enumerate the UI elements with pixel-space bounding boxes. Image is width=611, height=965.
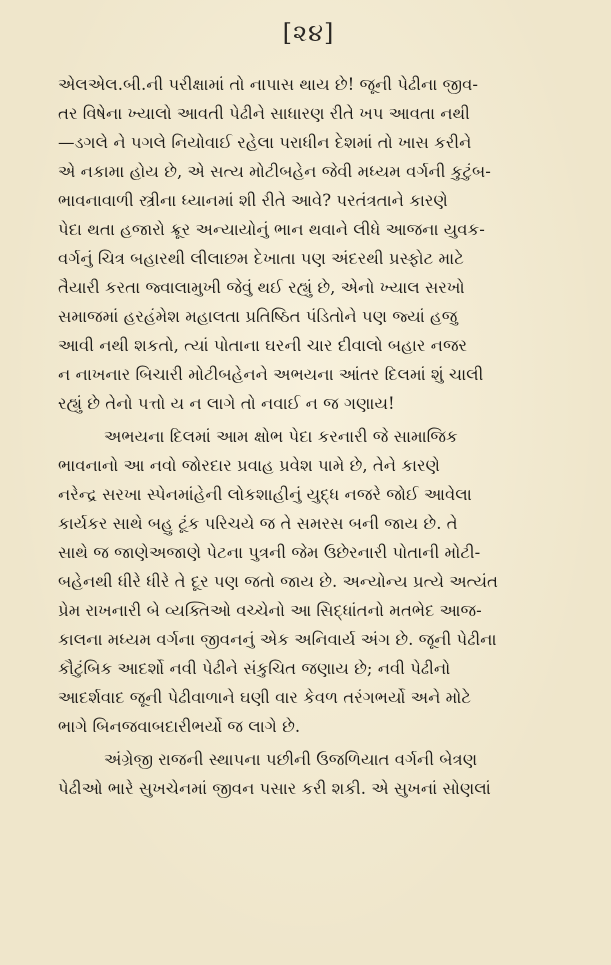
text-line: ભાગે બિનજવાબદારીભર્યો જ લાગે છે. (58, 717, 301, 736)
text-line: કૌટુંબિક આદર્શો નવી પેઢીને સંકુચિત જણાય છે; નવી પેઢીનો (58, 659, 451, 678)
text-line: રહ્યું છે તેનો પત્તો ય ન લાગે તો નવાઈ ન જ ગણાય! (58, 394, 395, 413)
text-line: નરેન્દ્ર સરખા સ્પેનમાંહેની લોકશાહીનું યુદ્ધ નજરે જોઈ આવેલા (58, 485, 472, 504)
text-line: અંગ્રેજી રાજની સ્થાપના પછીની ઉજળિયાત વર્ગની બેત્રણ (104, 750, 478, 769)
text-line: બહેનથી ધીરે ધીરે તે દૂર પણ જતો જાય છે. અન્યોન્ય પ્રત્યે અત્યંત (58, 572, 498, 591)
text-line: એ નકામા હોય છે, એ સત્ય મોટીબહેન જેવી મધ્યમ વર્ગની કુટુંબ- (58, 162, 491, 181)
text-line: પ્રેમ રાખનારી બે વ્યક્તિઓ વચ્ચેનો આ સિદ્ધાંતનો મતભેદ આજ- (58, 601, 482, 620)
text-line: પેઢીઓ ભારે સુખચેનમાં જીવન પસાર કરી શકી. એ સુખનાં સોણલાં (58, 779, 491, 798)
text-line: તર વિષેના ખ્યાલો આવતી પેઢીને સાધારણ રીતે ખપ આવતા નથી (58, 104, 470, 123)
text-line: સાથે જ જાણેઅજાણે પેટના પુત્રની જેમ ઉછેરનારી પોતાની મોટી- (58, 543, 481, 562)
paragraph-1 (58, 70, 559, 418)
text-line: ભાવનાનો આ નવો જોરદાર પ્રવાહ પ્રવેશ પામે છે, તેને કારણે (58, 456, 440, 475)
text-line: વર્ગનું ચિત્ર બહારથી લીલાછમ દેખાતા પણ અંદરથી પ્રસ્ફોટ માટે (58, 249, 464, 268)
text-line: આવી નથી શકતો, ત્યાં પોતાના ઘરની ચાર દીવાલો બહાર નજર (58, 336, 468, 355)
page-number: [૨૪] (282, 19, 335, 47)
text-line: ન નાખનાર બિચારી મોટીબહેનને અભયના આંતર દિલમાં શું ચાલી (58, 365, 484, 384)
text-line: તૈયારી કરતા જ્વાલામુખી જેવું થઈ રહ્યું છે, એનો ખ્યાલ સરખો (58, 278, 465, 297)
text-line: પેદા થતા હજારો ક્રૂર અન્યાયોનું ભાન થવાને લીધે આજના યુવક- (58, 220, 485, 239)
text-line: એલએલ.બી.ની પરીક્ષામાં તો નાપાસ થાય છે! જૂની પેઢીના જીવ- (58, 75, 478, 94)
text-line: —ડગલે ને પગલે નિયોવાઈ રહેલા પરાધીન દેશમાં તો ખાસ કરીને (58, 133, 472, 152)
text-line: અભયના દિલમાં આમ ક્ષોભ પેદા કરનારી જે સામાજિક (104, 427, 458, 446)
paragraph-2 (58, 422, 559, 741)
text-line: કાર્યકર સાથે બહુ ટૂંક પરિચયે જ તે સમરસ બની જાય છે. તે (58, 514, 458, 533)
text-line: ભાવનાવાળી સ્ત્રીના ધ્યાનમાં શી રીતે આવે? પરતંત્રતાને કારણે (58, 191, 448, 210)
text-line: સમાજમાં હરહંમેશ મહાલતા પ્રતિષ્ઠિત પંડિતોને પણ જ્યાં હજુ (58, 307, 458, 326)
text-line: કાલના મધ્યમ વર્ગના જીવનનું એક અનિવાર્ય અંગ છે. જૂની પેઢીના (58, 630, 497, 649)
text-line: આદર્શવાદ જૂની પેઢીવાળાને ઘણી વાર કેવળ તરંગભર્યો અને મોટે (58, 688, 472, 707)
paragraph-3 (58, 745, 559, 803)
